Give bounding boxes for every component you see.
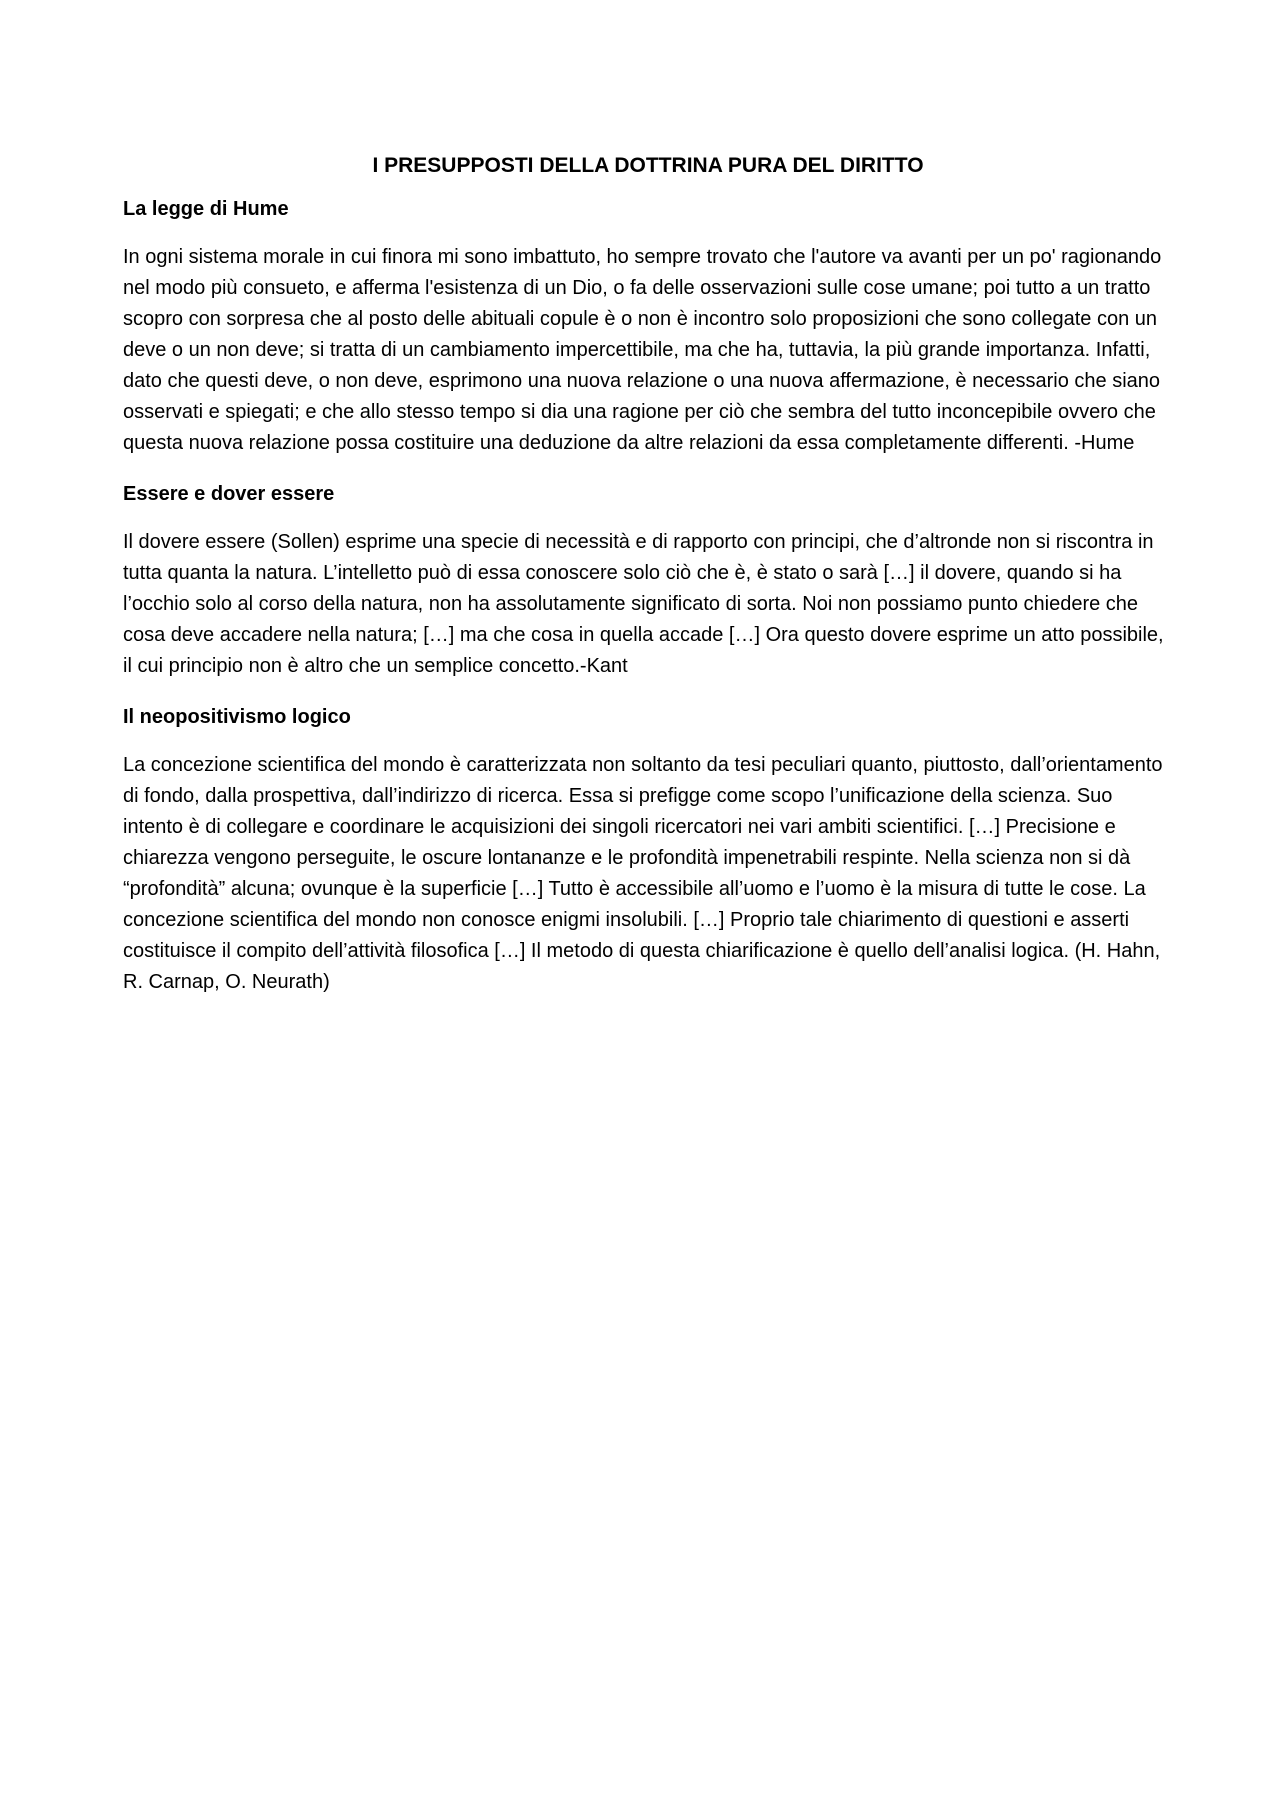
section-paragraph-essere: Il dovere essere (Sollen) esprime una specie di necessità e di rapporto con principi, che d’altronde non si riscontra in tutta quanta la natura. L’intelletto può di essa conoscere solo ciò che è, è stato o sarà […] il dovere, quando si ha l’occhio solo al corso della natura, non ha assolutamente significato di sorta. Noi non possiamo punto chiedere che cosa deve accadere nella natura; […] ma che cosa in quella accade […] Ora questo dovere esprime un atto possibile, il cui principio non è altro che un semplice concetto.-Kant bbox=[123, 531, 1164, 677]
section-paragraph-neopositivismo: La concezione scientifica del mondo è caratterizzata non soltanto da tesi peculiari quanto, piuttosto, dall’orientamento di fondo, dalla prospettiva, dall’indirizzo di ricerca. Essa si prefigge come scopo l’unificazione della scienza. Suo intento è di collegare e coordinare le acquisizioni dei singoli ricercatori nei vari ambiti scientifici. […] Precisione e chiarezza vengono perseguite, le oscure lontananze e le profondità impenetrabili respinte. Nella scienza non si dà “profondità” alcuna; ovunque è la superficie […] Tutto è accessibile all’uomo e l’uomo è la misura di tutte le cose. La concezione scientifica del mondo non conosce enigmi insolubili. […] Proprio tale chiarimento di questioni e asserti costituisce il compito dell’attività filosofica […] Il metodo di questa chiarificazione è quello dell’analisi logica. (H. Hahn, R. Carnap, O. Neurath) bbox=[123, 754, 1163, 993]
document-body bbox=[123, 150, 1173, 1018]
document-title: I PRESUPPOSTI DELLA DOTTRINA PURA DEL DIRITTO bbox=[372, 154, 924, 177]
section-heading-hume: La legge di Hume bbox=[123, 198, 289, 220]
section-paragraph-hume: In ogni sistema morale in cui finora mi sono imbattuto, ho sempre trovato che l'autore va avanti per un po' ragionando nel modo più consueto, e afferma l'esistenza di un Dio, o fa delle osservazioni sulle cose umane; poi tutto a un tratto scopro con sorpresa che al posto delle abituali copule è o non è incontro solo proposizioni che sono collegate con un deve o un non deve; si tratta di un cambiamento impercettibile, ma che ha, tuttavia, la più grande importanza. Infatti, dato che questi deve, o non deve, esprimono una nuova relazione o una nuova affermazione, è necessario che siano osservati e spiegati; e che allo stesso tempo si dia una ragione per ciò che sembra del tutto inconcepibile ovvero che questa nuova relazione possa costituire una deduzione da altre relazioni da essa completamente differenti. -Hume bbox=[123, 246, 1162, 454]
section-heading-essere: Essere e dover essere bbox=[123, 483, 335, 505]
section-heading-neopositivismo: Il neopositivismo logico bbox=[123, 706, 351, 728]
